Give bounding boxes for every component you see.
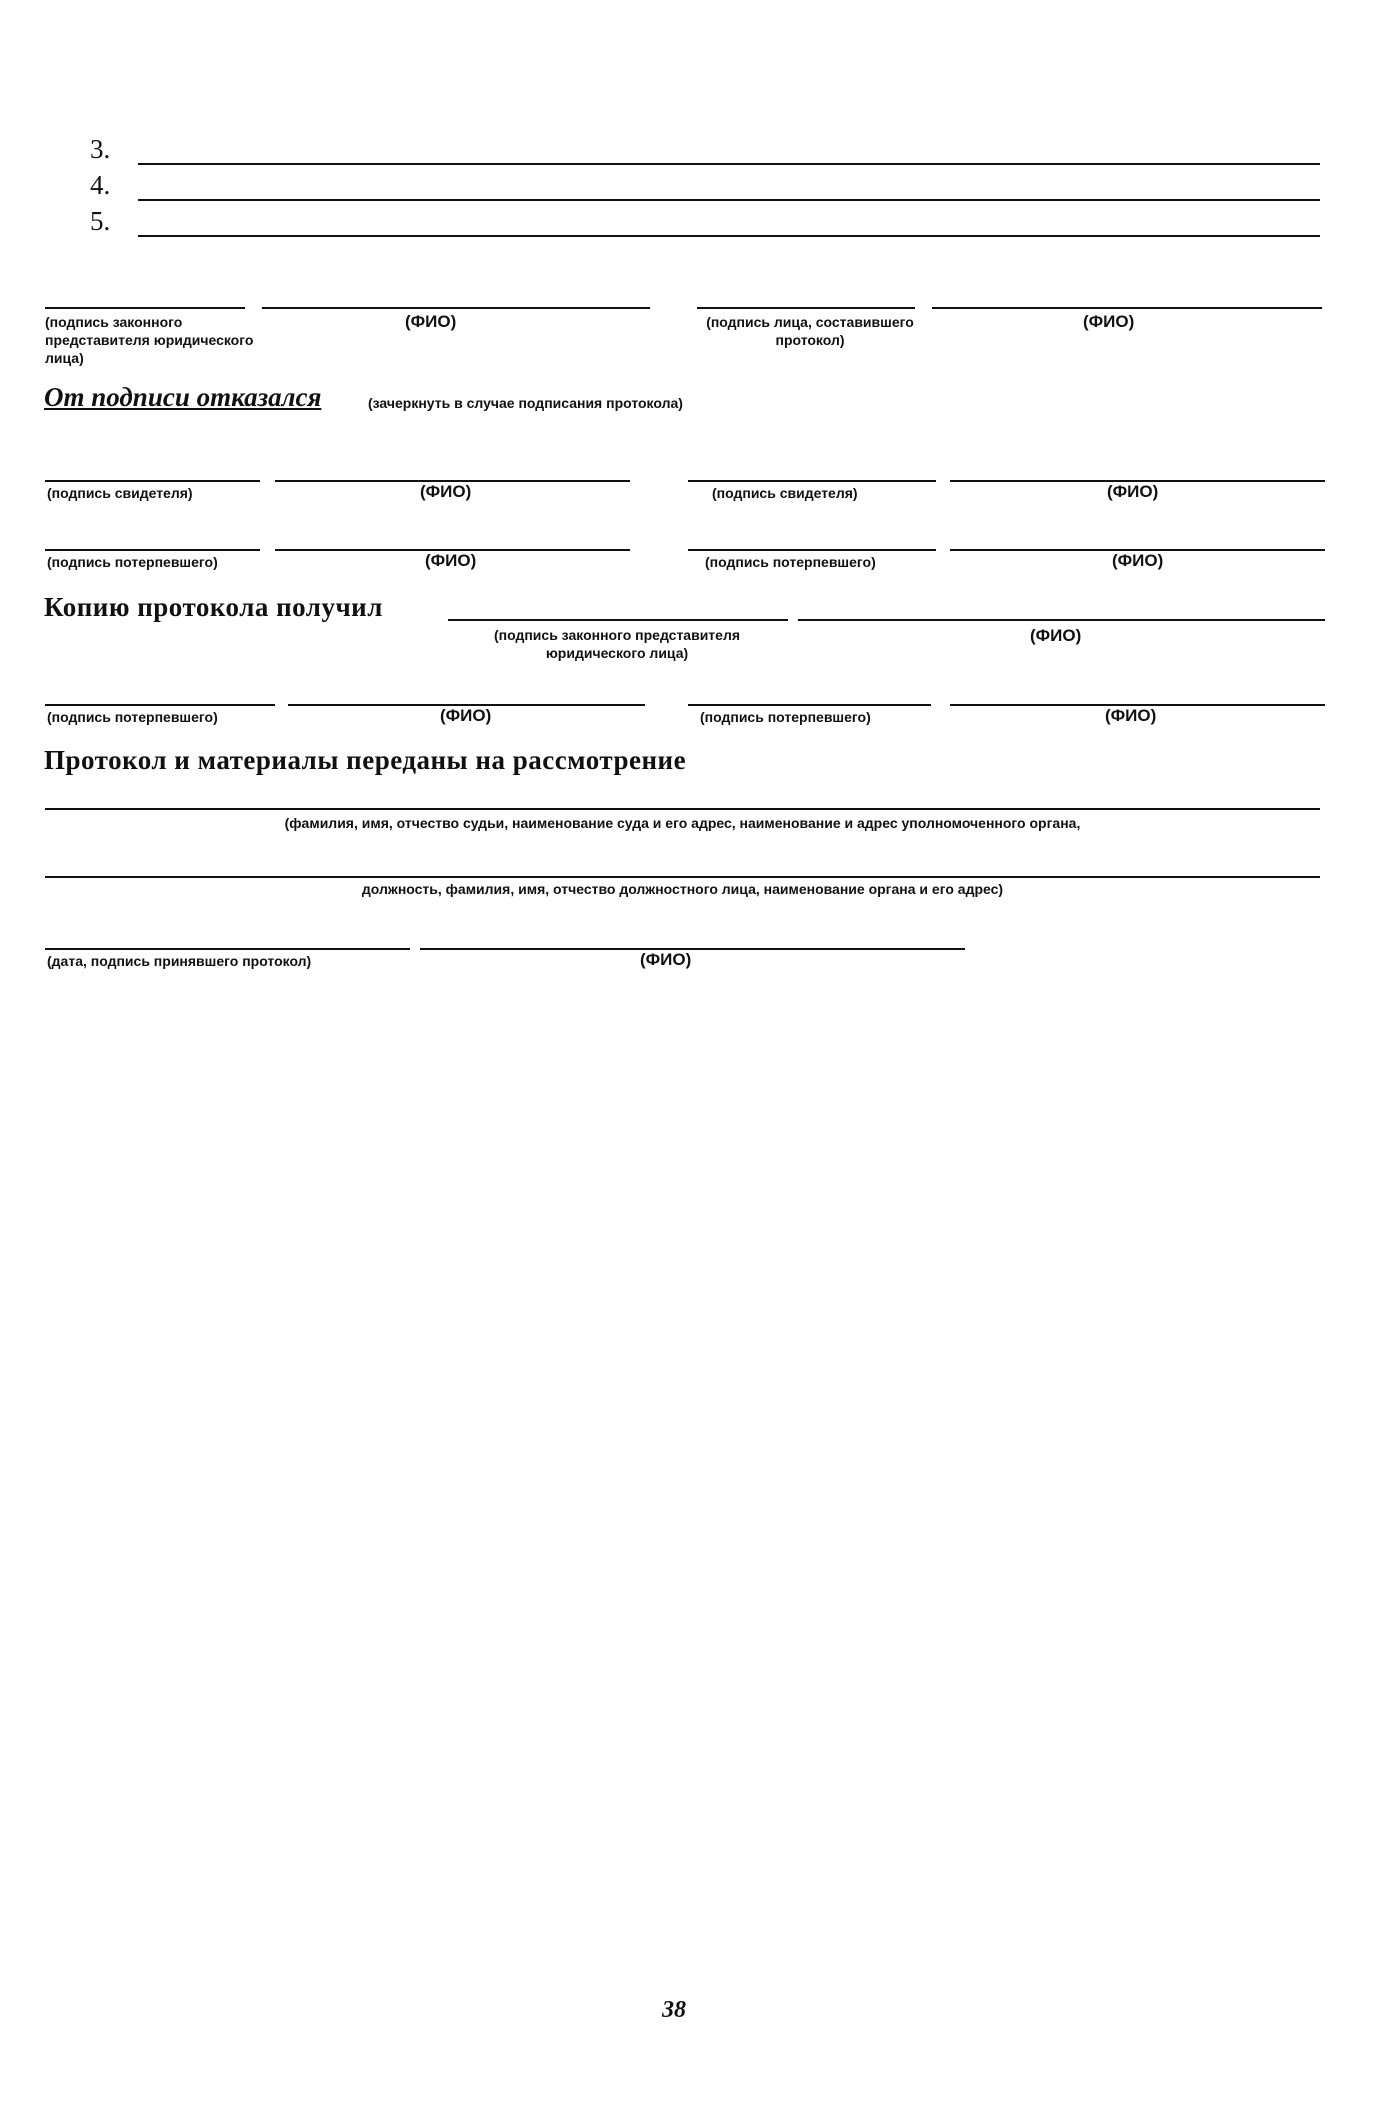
- witness-right-caption: (подпись свидетеля): [712, 485, 858, 501]
- transfer-caption-2: должность, фамилия, имя, отчество должностного лица, наименование органа и его адрес): [361, 881, 1004, 897]
- transfer-line-2[interactable]: [45, 876, 1320, 878]
- copy-received-signature-line[interactable]: [448, 619, 788, 621]
- witness-left-signature-line[interactable]: [45, 480, 260, 482]
- victim1-right-caption: (подпись потерпевшего): [705, 554, 876, 570]
- transfer-line-1[interactable]: [45, 808, 1320, 810]
- list-number-5: 5.: [90, 206, 111, 236]
- author-signature-caption: (подпись лица, составившего протокол): [706, 314, 914, 348]
- copy-received-fio-line[interactable]: [798, 619, 1325, 621]
- witness-left-fio-caption: (ФИО): [420, 482, 472, 501]
- acceptance-fio-caption: (ФИО): [640, 950, 692, 969]
- page-number: 38: [662, 1997, 686, 2023]
- list-number-4: 4.: [90, 170, 111, 200]
- witness-left-caption: (подпись свидетеля): [47, 485, 193, 501]
- transfer-caption-1: (фамилия, имя, отчество судьи, наименование суда и его адрес, наименование и адрес уполномоченного органа,: [284, 815, 1081, 831]
- victim2-left-caption: (подпись потерпевшего): [47, 709, 218, 725]
- witness-right-signature-line[interactable]: [688, 480, 936, 482]
- legal-rep-signature-line[interactable]: [45, 307, 245, 309]
- author-fio-line[interactable]: [932, 307, 1322, 309]
- legal-rep-signature-caption: (подпись законного представителя юридического лица): [45, 314, 254, 366]
- copy-received-fio-caption: (ФИО): [1030, 626, 1082, 645]
- victim2-right-fio-caption: (ФИО): [1105, 706, 1157, 725]
- legal-rep-fio-line[interactable]: [262, 307, 650, 309]
- acceptance-fio-line[interactable]: [420, 948, 965, 950]
- victim1-right-fio-caption: (ФИО): [1112, 551, 1164, 570]
- witness-right-fio-caption: (ФИО): [1107, 482, 1159, 501]
- victim1-right-signature-line[interactable]: [688, 549, 936, 551]
- victim1-left-fio-caption: (ФИО): [425, 551, 477, 570]
- list-line-4[interactable]: [138, 199, 1320, 201]
- author-fio-caption: (ФИО): [1083, 312, 1135, 331]
- list-line-5[interactable]: [138, 235, 1320, 237]
- list-number-3: 3.: [90, 134, 111, 164]
- refused-note: (зачеркнуть в случае подписания протокола): [368, 395, 683, 411]
- list-line-3[interactable]: [138, 163, 1320, 165]
- victim2-right-signature-line[interactable]: [688, 704, 931, 706]
- copy-received-caption: (подпись законного представителя юридического лица): [493, 627, 741, 661]
- victim1-left-caption: (подпись потерпевшего): [47, 554, 218, 570]
- acceptance-signature-line[interactable]: [45, 948, 410, 950]
- refused-text: От подписи отказался: [44, 382, 322, 412]
- victim2-right-caption: (подпись потерпевшего): [700, 709, 871, 725]
- victim1-left-signature-line[interactable]: [45, 549, 260, 551]
- transfer-heading: Протокол и материалы переданы на рассмотрение: [44, 745, 687, 775]
- author-signature-line[interactable]: [697, 307, 915, 309]
- victim2-left-signature-line[interactable]: [45, 704, 275, 706]
- victim2-left-fio-caption: (ФИО): [440, 706, 492, 725]
- copy-received-heading: Копию протокола получил: [44, 592, 383, 622]
- legal-rep-fio-caption: (ФИО): [405, 312, 457, 331]
- acceptance-caption: (дата, подпись принявшего протокол): [47, 953, 312, 969]
